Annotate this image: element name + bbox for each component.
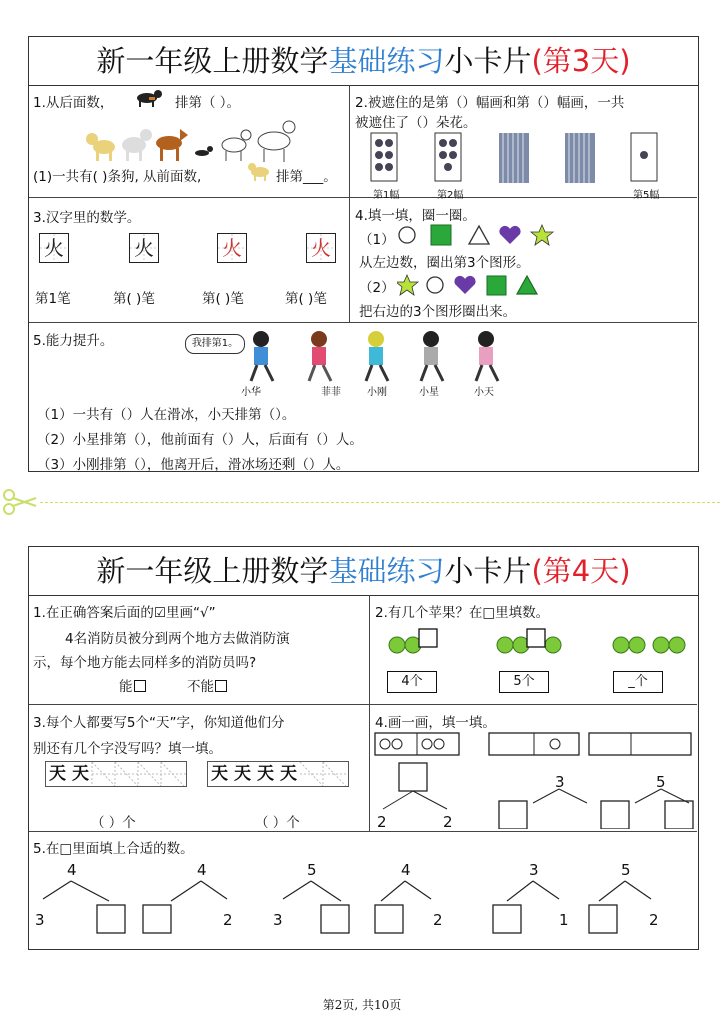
card3-title: 新一年级上册数学基础练习小卡片(第3天) <box>29 37 698 86</box>
q3-line2: 别还有几个字没写吗？填一填。 <box>33 741 222 757</box>
stroke-label: 第1笔 <box>35 291 71 307</box>
writing-answer: （ ）个 <box>255 815 300 831</box>
stroke-label: 第( )笔 <box>202 291 244 307</box>
bond-top: 4 <box>197 861 207 879</box>
stroke-label: 第( )笔 <box>285 291 327 307</box>
skater-name: 菲菲 <box>321 387 341 398</box>
scissors-icon <box>2 488 38 516</box>
dog-icon <box>247 159 273 181</box>
divider <box>29 704 697 705</box>
dog-icon <box>133 87 163 107</box>
q5-line: （3）小刚排第（），他离开后，滑冰场还剩（）人。 <box>37 457 350 473</box>
skater-name: 小天 <box>474 387 494 398</box>
apples-image <box>383 625 693 659</box>
q2-line2: 被遮住了（）朵花。 <box>355 115 477 131</box>
checkbox[interactable] <box>134 680 146 692</box>
card-day3 <box>28 36 699 472</box>
decompose-leaf: 2 <box>443 813 453 831</box>
char-grid: 火 <box>39 233 69 263</box>
painting-label: 第5幅 <box>633 190 660 201</box>
skater-name: 小华 <box>241 387 261 398</box>
q3-line1: 3.每个人都要写5个“天”字，你知道他们分 <box>33 715 285 731</box>
divider <box>29 831 697 832</box>
divider <box>29 197 697 198</box>
char-grid: 火 <box>306 233 336 263</box>
dogs-lineup-image <box>84 119 334 163</box>
q4-row1-text: 从左边数，圈出第3个图形。 <box>359 255 530 271</box>
checkbox[interactable] <box>215 680 227 692</box>
q1-line1b: 排第（ ）。 <box>175 95 241 111</box>
bond-given: 3 <box>35 911 45 929</box>
skaters-image <box>241 329 511 389</box>
q4-title: 4.画一画，填一填。 <box>375 715 496 731</box>
q1-line2: 4名消防员被分到两个地方去做消防演 <box>65 631 290 647</box>
option-cannot[interactable]: 不能 <box>187 675 228 695</box>
shapes-row2 <box>397 273 557 297</box>
bond-given: 3 <box>273 911 283 929</box>
q2-title: 2.有几个苹果？在□里填数。 <box>375 605 550 621</box>
skater-name: 小刚 <box>367 387 387 398</box>
bond-given: 1 <box>559 911 569 929</box>
square-shape-icon <box>487 276 506 295</box>
bond-top: 3 <box>529 861 539 879</box>
apple-answer[interactable]: _个 <box>613 671 663 693</box>
bond-given: 2 <box>433 911 443 929</box>
q1-line2b: 排第___。 <box>276 169 337 185</box>
heart-shape-icon <box>499 226 520 244</box>
number-bonds-diagram <box>29 877 697 937</box>
q5-title: 5.能力提升。 <box>33 333 114 349</box>
q4-title: 4.填一填，圈一圈。 <box>355 208 476 224</box>
cut-line <box>40 502 720 503</box>
decompose-diagram <box>369 731 697 829</box>
shapes-row1 <box>397 223 557 247</box>
q2-line1: 2.被遮住的是第（）幅画和第（）幅画，一共 <box>355 95 625 111</box>
decompose-top: 3 <box>555 773 565 791</box>
q4-row1-label: （1） <box>359 232 395 248</box>
triangle-shape-icon <box>517 276 537 294</box>
bond-given: 2 <box>649 911 659 929</box>
q1-line2: (1)一共有( )条狗, 从前面数, <box>33 169 202 185</box>
bond-top: 5 <box>307 861 317 879</box>
circle-shape-icon <box>399 227 415 243</box>
q4-row2-label: （2） <box>359 280 395 296</box>
painting-label: 第2幅 <box>437 190 464 201</box>
star-shape-icon <box>397 275 418 295</box>
bond-top: 4 <box>67 861 77 879</box>
paintings-image <box>369 131 669 195</box>
skater-name: 小星 <box>419 387 439 398</box>
bond-given: 2 <box>223 911 233 929</box>
card4-title: 新一年级上册数学基础练习小卡片(第4天) <box>29 547 698 596</box>
decompose-leaf: 2 <box>377 813 387 831</box>
card-day4 <box>28 546 699 950</box>
char-grid: 火 <box>129 233 159 263</box>
painting-label: 第1幅 <box>373 190 400 201</box>
q5-title: 5.在□里面填上合适的数。 <box>33 841 194 857</box>
option-can[interactable]: 能 <box>119 675 147 695</box>
q1-line1: 1.从后面数， <box>33 95 114 111</box>
decompose-top: 5 <box>656 773 666 791</box>
apple-answer: 5个 <box>499 671 549 693</box>
bond-top: 5 <box>621 861 631 879</box>
q1-line1: 1.在正确答案后面的☑里画“√” <box>33 605 216 621</box>
q5-line: （1）一共有（）人在滑冰，小天排第（）。 <box>37 407 296 423</box>
heart-shape-icon <box>454 276 475 294</box>
triangle-shape-icon <box>469 226 489 244</box>
divider <box>349 85 350 322</box>
writing-grid: 天 天 <box>45 761 187 787</box>
circle-shape-icon <box>427 277 443 293</box>
divider <box>29 322 697 323</box>
apple-answer: 4个 <box>387 671 437 693</box>
char-grid: 火 <box>217 233 247 263</box>
star-shape-icon <box>531 225 553 245</box>
page-footer: 第2页, 共10页 <box>322 998 402 1012</box>
q3-title: 3.汉字里的数学。 <box>33 210 141 226</box>
speech-bubble: 我排第1。 <box>185 334 245 354</box>
writing-answer: （ ）个 <box>91 815 136 831</box>
bond-top: 4 <box>401 861 411 879</box>
writing-grid: 天 天 天 天 <box>207 761 349 787</box>
square-shape-icon <box>431 225 451 245</box>
stroke-label: 第( )笔 <box>113 291 155 307</box>
q4-row2-text: 把右边的3个图形圈出来。 <box>359 304 517 320</box>
q5-line: （2）小星排第（），他前面有（）人，后面有（）人。 <box>37 432 363 448</box>
q1-line3: 示，每个地方能去同样多的消防员吗? <box>33 655 257 671</box>
